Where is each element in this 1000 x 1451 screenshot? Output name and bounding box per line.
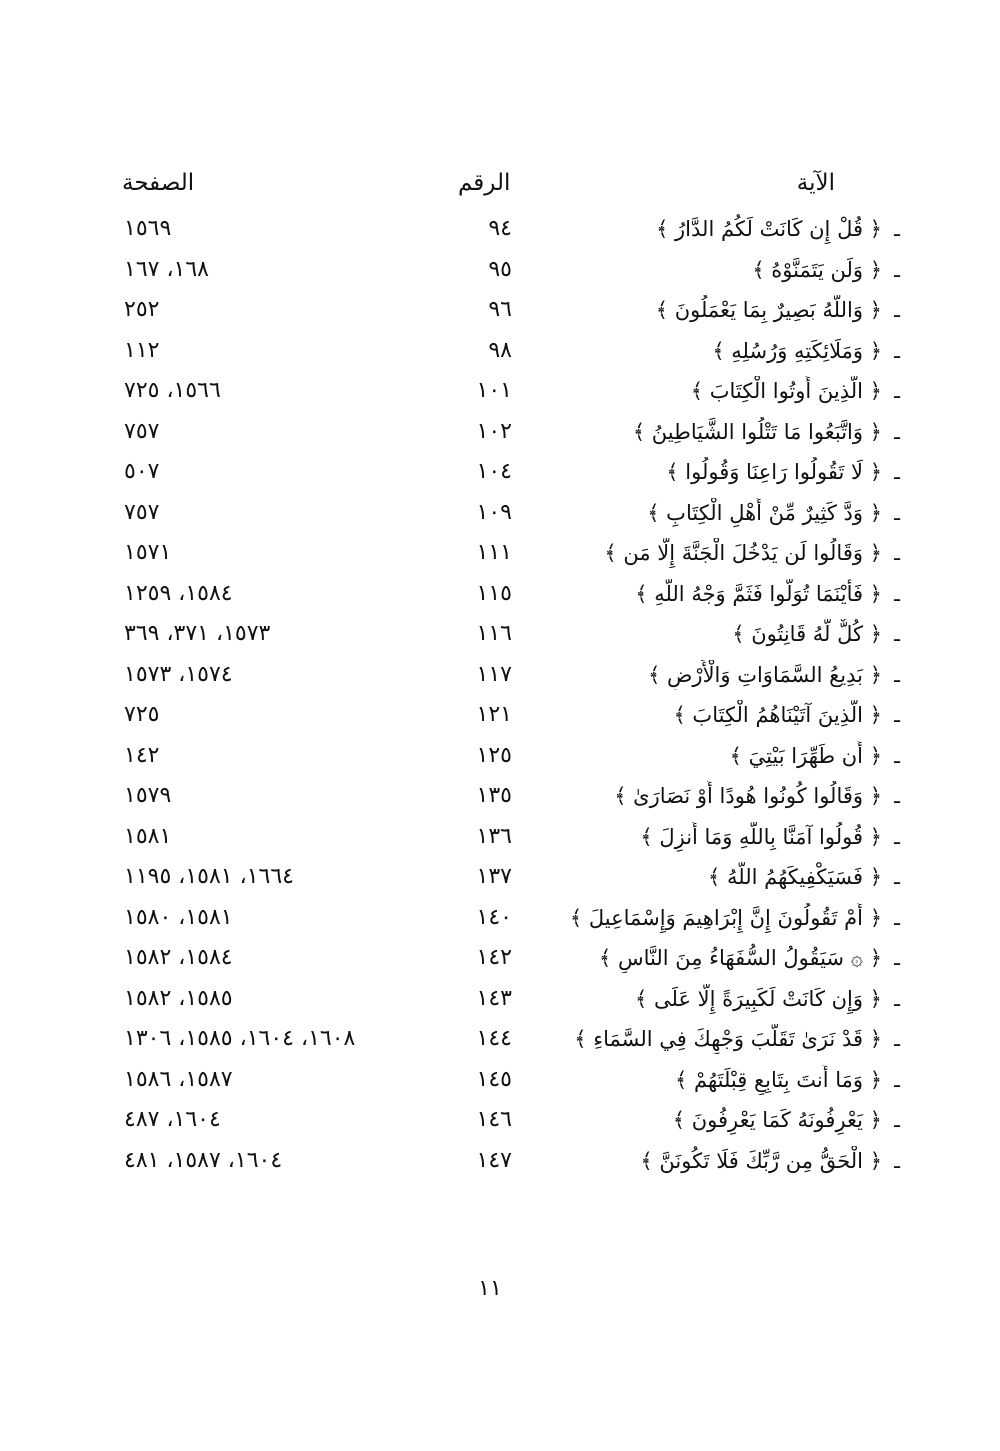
row-dash: ـ (894, 500, 900, 525)
verse-number: ١١٥ (476, 580, 512, 606)
page-references: ٢٥٢ (124, 297, 160, 322)
page-references: ١٥٨٤، ١٥٨٢ (124, 945, 233, 970)
row-dash: ـ (894, 743, 900, 768)
table-row (0, 1061, 1000, 1102)
page-references: ١٥٧٩ (124, 783, 172, 808)
row-dash: ـ (894, 1108, 900, 1132)
row-dash: ـ (894, 257, 900, 282)
verse-text: ﴿ وَقَالُوا كُونُوا هُودًا أَوْ نَصَارَىٰ ﴾ (614, 784, 882, 808)
table-row (0, 534, 1000, 575)
page-references: ١٤٢ (124, 742, 160, 768)
page-references: ٧٥٧ (124, 418, 160, 444)
verse-text: ﴿ لَا تَقُولُوا رَاعِنَا وَقُولُوا ﴾ (666, 460, 882, 484)
row-dash: ـ (894, 905, 900, 930)
row-dash: ـ (894, 1027, 900, 1051)
verse-text: ﴿ وَاللَّهُ بَصِيرٌ بِمَا يَعْمَلُونَ ﴾ (655, 298, 882, 322)
table-row (0, 1101, 1000, 1142)
table-row (0, 737, 1000, 778)
row-dash: ـ (894, 298, 900, 322)
page-references: ١١٢ (124, 337, 160, 363)
number-column-header: الرقم (458, 170, 511, 196)
table-row (0, 939, 1000, 980)
row-dash: ـ (894, 460, 900, 484)
verse-text: ﴿ وَاتَّبَعُوا مَا تَتْلُوا الشَّيَاطِينُ ﴾ (632, 419, 882, 444)
row-dash: ـ (894, 379, 900, 403)
row-dash: ـ (894, 1148, 900, 1173)
verse-text: ﴿ ۞ سَيَقُولُ السُّفَهَاءُ مِنَ النَّاسِ ﴾ (598, 946, 882, 970)
table-row (0, 453, 1000, 494)
verse-number: ٩٤ (488, 216, 512, 241)
verse-number: ١٤٧ (476, 1147, 512, 1173)
table-row (0, 777, 1000, 818)
table-row (0, 696, 1000, 737)
verse-text: ﴿ وَدَّ كَثِيرٌ مِّنْ أَهْلِ الْكِتَابِ ﴾ (647, 500, 882, 525)
verse-text: ﴿ قَدْ نَرَىٰ تَقَلُّبَ وَجْهِكَ فِي السَّمَاءِ ﴾ (574, 1027, 882, 1051)
page-references: ٥٠٧ (124, 459, 160, 484)
row-dash: ـ (894, 784, 900, 808)
verse-text: ﴿ فَسَيَكْفِيكَهُمُ اللَّهُ ﴾ (708, 865, 882, 889)
row-dash: ـ (894, 338, 900, 363)
table-row (0, 899, 1000, 940)
table-row (0, 251, 1000, 292)
verse-number: ١٢١ (476, 702, 512, 727)
verse-text: ﴿ بَدِيعُ السَّمَاوَاتِ وَالْأَرْضِ ﴾ (648, 662, 882, 687)
table-row (0, 494, 1000, 535)
page-references: ١٥٨١ (124, 823, 172, 849)
page-references: ١٥٧٣، ٣٧١، ٣٦٩ (124, 621, 271, 646)
table-row (0, 980, 1000, 1021)
table-row (0, 1020, 1000, 1061)
verse-number: ١٤٣ (476, 985, 512, 1011)
verse-text: ﴿ الْحَقُّ مِن رَّبِّكَ فَلَا تَكُونَنَّ ﴾ (640, 1148, 882, 1173)
verse-text: ﴿ وَمَا أَنتَ بِتَابِعٍ قِبْلَتَهُمْ ﴾ (675, 1067, 882, 1092)
page-references: ٧٢٥ (124, 702, 160, 727)
page-column-header: الصفحة (122, 170, 195, 196)
row-dash: ـ (894, 986, 900, 1011)
verse-text: ﴿ أَن طَهِّرَا بَيْتِيَ ﴾ (729, 743, 882, 768)
verse-text: ﴿ أَمْ تَقُولُونَ إِنَّ إِبْرَاهِيمَ وَإِسْمَاعِيلَ ﴾ (569, 905, 882, 930)
verse-number: ١٤٥ (476, 1066, 512, 1092)
page-references: ١٥٦٩ (124, 216, 172, 241)
verse-number: ١٤٤ (476, 1026, 512, 1051)
page-references: ١٥٧٤، ١٥٧٣ (124, 661, 233, 687)
page-references: ١٥٨٧، ١٥٨٦ (124, 1066, 233, 1092)
table-row (0, 332, 1000, 373)
table-row (0, 1142, 1000, 1183)
table-row (0, 210, 1000, 251)
verse-number: ٩٦ (488, 297, 512, 322)
page-references: ١٦٠٨، ١٦٠٤، ١٥٨٥، ١٣٠٦ (124, 1026, 356, 1051)
page-number: ١١ (478, 1276, 502, 1301)
table-row (0, 858, 1000, 899)
row-dash: ـ (894, 1067, 900, 1092)
verse-number: ١١٧ (476, 661, 512, 687)
row-dash: ـ (894, 662, 900, 687)
row-dash: ـ (894, 581, 900, 606)
verse-number: ١٣٦ (476, 823, 512, 849)
verse-text: ﴿ قُلْ إِن كَانَتْ لَكُمُ الدَّارُ ﴾ (656, 217, 882, 241)
verse-number: ٩٨ (488, 337, 512, 363)
table-header (0, 168, 1000, 202)
table-row (0, 575, 1000, 616)
verse-number: ١٠١ (476, 378, 512, 403)
verse-text: ﴿ كُلٌّ لَّهُ قَانِتُونَ ﴾ (732, 622, 882, 646)
verse-number: ١٤٦ (476, 1107, 512, 1132)
page-references: ١٥٨٥، ١٥٨٢ (124, 985, 233, 1011)
verse-number: ١٠٤ (476, 459, 512, 484)
verse-column-header: الآية (796, 170, 835, 196)
verse-text: ﴿ يَعْرِفُونَهُ كَمَا يَعْرِفُونَ ﴾ (672, 1108, 882, 1132)
verse-number: ١٣٧ (476, 864, 512, 889)
table-row (0, 291, 1000, 332)
verse-text: ﴿ وَإِن كَانَتْ لَكَبِيرَةً إِلَّا عَلَى ﴾ (635, 986, 882, 1011)
row-dash: ـ (894, 217, 900, 241)
table-row (0, 656, 1000, 697)
table-row (0, 615, 1000, 656)
page-references: ١٥٧١ (124, 540, 172, 565)
verse-number: ١٠٢ (476, 418, 512, 444)
table-row (0, 413, 1000, 454)
verse-text: ﴿ وَلَن يَتَمَنَّوْهُ ﴾ (752, 257, 882, 282)
page-references: ٧٥٧ (124, 499, 160, 525)
verse-text: ﴿ وَقَالُوا لَن يَدْخُلَ الْجَنَّةَ إِلَّا مَن ﴾ (604, 541, 882, 565)
verse-number: ١٤٠ (476, 904, 512, 930)
verse-text: ﴿ قُولُوا آمَنَّا بِاللَّهِ وَمَا أُنزِلَ ﴾ (640, 824, 882, 849)
table-row (0, 372, 1000, 413)
verse-number: ١٤٢ (476, 945, 512, 970)
verse-number: ١٠٩ (476, 499, 512, 525)
page-references: ١٦٠٤، ١٥٨٧، ٤٨١ (124, 1147, 283, 1173)
verse-index-table (0, 210, 1000, 1182)
table-row (0, 818, 1000, 859)
verse-text: ﴿ فَأَيْنَمَا تُوَلُّوا فَثَمَّ وَجْهُ اللَّهِ ﴾ (635, 581, 882, 606)
page-references: ١٥٨١، ١٥٨٠ (124, 904, 233, 930)
verse-text: ﴿ وَمَلَائِكَتِهِ وَرُسُلِهِ ﴾ (712, 338, 882, 363)
row-dash: ـ (894, 622, 900, 646)
verse-text: ﴿ الَّذِينَ آتَيْنَاهُمُ الْكِتَابَ ﴾ (673, 703, 882, 727)
verse-text: ﴿ الَّذِينَ أُوتُوا الْكِتَابَ ﴾ (690, 379, 882, 403)
row-dash: ـ (894, 824, 900, 849)
row-dash: ـ (894, 541, 900, 565)
verse-number: ١١٦ (476, 621, 512, 646)
verse-number: ٩٥ (488, 256, 512, 282)
page-references: ١٥٦٦، ٧٢٥ (124, 378, 221, 403)
verse-number: ١٢٥ (476, 742, 512, 768)
page-references: ١٦٨، ١٦٧ (124, 256, 209, 282)
row-dash: ـ (894, 703, 900, 727)
page-references: ١٦٠٤، ٤٨٧ (124, 1107, 221, 1132)
verse-number: ١١١ (476, 540, 512, 565)
verse-number: ١٣٥ (476, 783, 512, 808)
row-dash: ـ (894, 946, 900, 970)
row-dash: ـ (894, 419, 900, 444)
row-dash: ـ (894, 865, 900, 889)
page-references: ١٥٨٤، ١٢٥٩ (124, 580, 233, 606)
page-references: ١٦٦٤، ١٥٨١، ١١٩٥ (124, 864, 294, 889)
